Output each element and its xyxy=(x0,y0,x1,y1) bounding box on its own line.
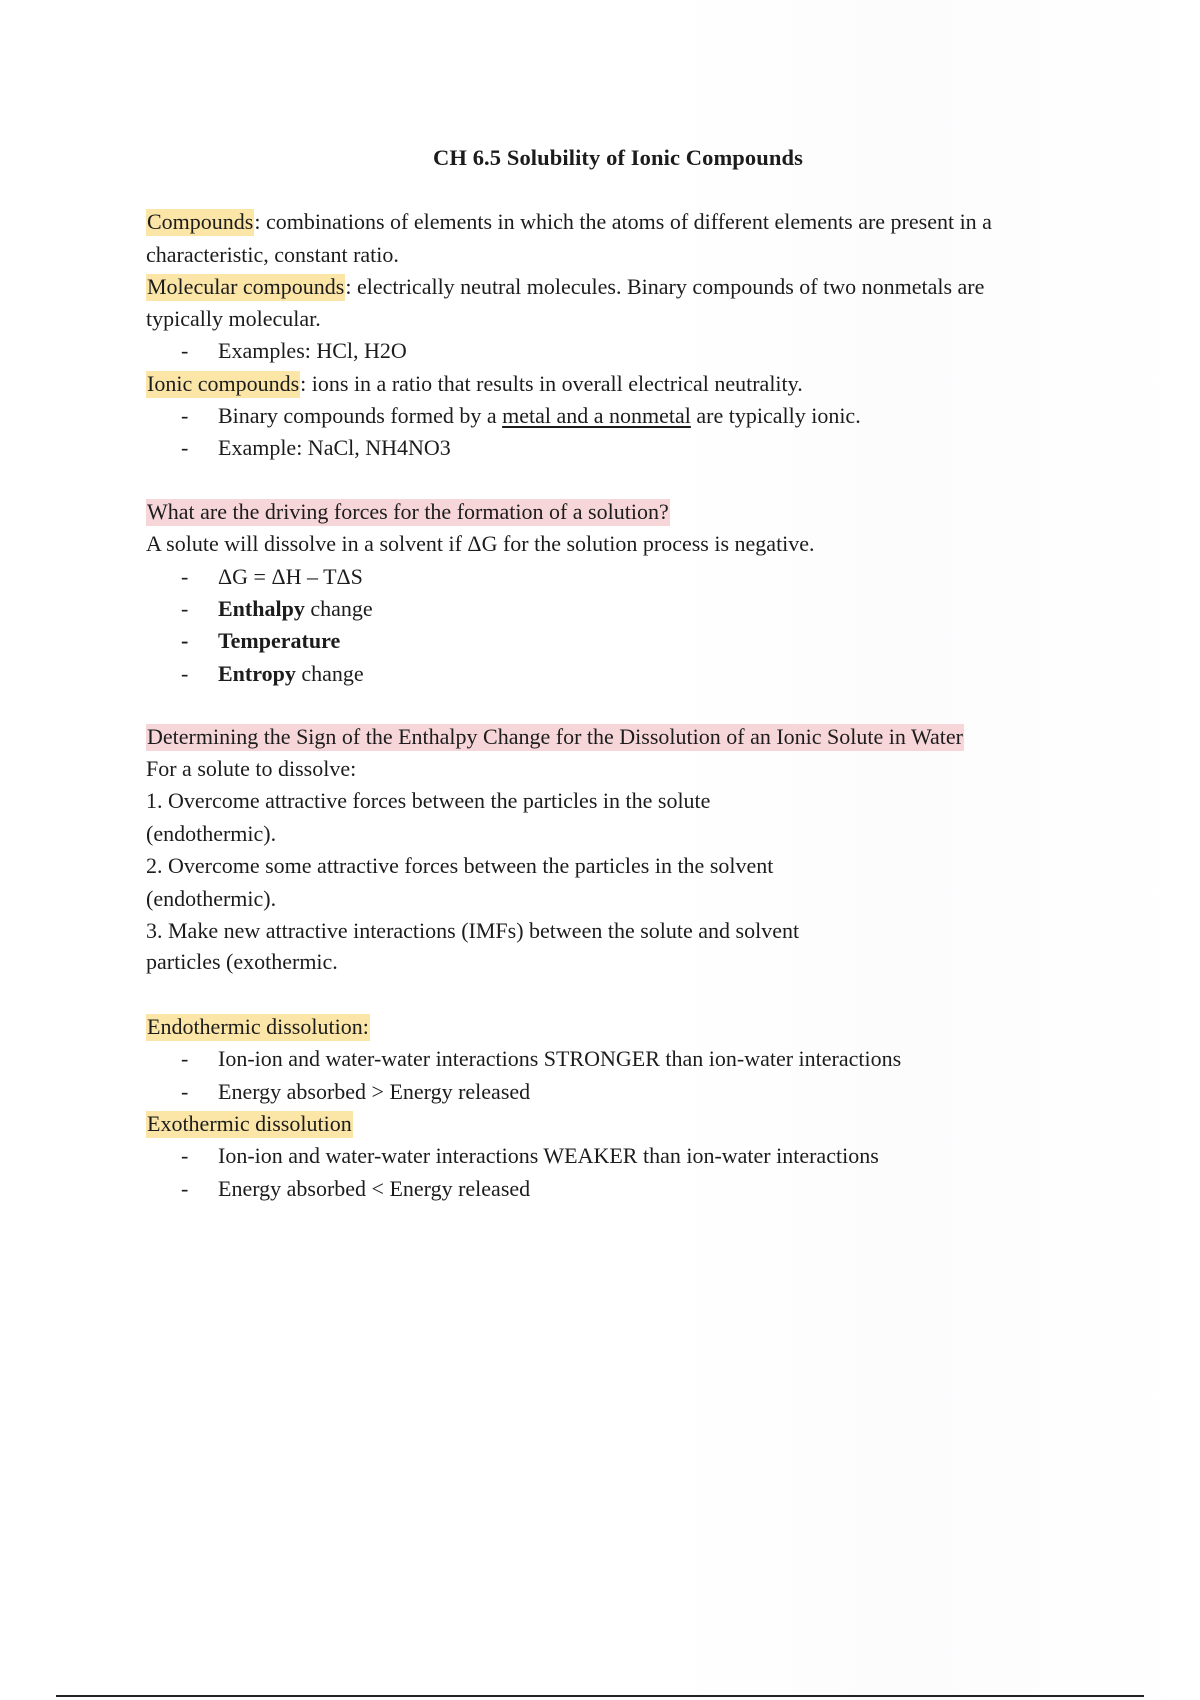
compounds-definition-line-1 xyxy=(146,207,992,237)
entropy-rest: change xyxy=(295,661,364,686)
endothermic-heading-text: Endothermic dissolution: xyxy=(147,1014,369,1039)
molecular-definition-line-1 xyxy=(146,272,984,302)
enthalpy-sign-heading-text: Determining the Sign of the Enthalpy Change for the Dissolution of an Ionic Solute in Water xyxy=(147,724,963,749)
bullet-dash: - xyxy=(181,435,189,460)
ionic-bullet-text-end: are typically ionic. xyxy=(690,403,861,428)
driving-forces-heading xyxy=(146,497,670,527)
ionic-bullet-binary xyxy=(218,401,861,431)
compounds-definition-line-2: characteristic, constant ratio. xyxy=(146,242,399,267)
bullet-dash: - xyxy=(181,1143,189,1168)
gibbs-equation: ΔG = ΔH – TΔS xyxy=(218,564,363,589)
entropy-term: Entropy xyxy=(218,661,296,686)
exothermic-bullet-1: Ion-ion and water-water interactions WEAKER than ion-water interactions xyxy=(218,1143,879,1168)
bullet-dash: - xyxy=(181,1079,189,1104)
page-title: CH 6.5 Solubility of Ionic Compounds xyxy=(433,145,803,170)
ionic-definition-line xyxy=(146,369,803,399)
enthalpy-rest: change xyxy=(304,596,373,621)
ionic-compounds-term: Ionic compounds xyxy=(147,371,300,396)
exothermic-heading-text: Exothermic dissolution xyxy=(147,1111,352,1136)
endothermic-bullet-1: Ion-ion and water-water interactions STRONGER than ion-water interactions xyxy=(218,1046,902,1071)
step-3-line-1: 3. Make new attractive interactions (IMFs) between the solute and solvent xyxy=(146,918,800,943)
bullet-dash: - xyxy=(181,596,189,621)
temperature-term: Temperature xyxy=(218,628,341,653)
bullet-dash: - xyxy=(181,403,189,428)
exothermic-heading xyxy=(146,1109,353,1139)
compounds-term: Compounds xyxy=(147,209,254,234)
endothermic-heading xyxy=(146,1012,370,1042)
bullet-dash: - xyxy=(181,338,189,363)
ionic-definition: : ions in a ratio that results in overall electrical neutrality. xyxy=(300,371,803,396)
driving-forces-intro: A solute will dissolve in a solvent if ΔG for the solution process is negative. xyxy=(146,531,815,556)
temperature-item xyxy=(218,626,340,656)
bullet-dash: - xyxy=(181,1176,189,1201)
enthalpy-sign-heading xyxy=(146,722,964,752)
bullet-dash: - xyxy=(181,661,189,686)
step-1-line-1: 1. Overcome attractive forces between the particles in the solute xyxy=(146,788,711,813)
enthalpy-term: Enthalpy xyxy=(218,596,305,621)
exothermic-bullet-2: Energy absorbed < Energy released xyxy=(218,1176,531,1201)
enthalpy-item xyxy=(218,594,373,624)
step-2-line-2: (endothermic). xyxy=(146,886,277,911)
footer-divider xyxy=(56,1695,1144,1697)
entropy-item xyxy=(218,659,364,689)
step-3-line-2: particles (exothermic. xyxy=(146,949,338,974)
step-1-line-2: (endothermic). xyxy=(146,821,277,846)
ionic-example: Example: NaCl, NH4NO3 xyxy=(218,435,451,460)
bullet-dash: - xyxy=(181,1046,189,1071)
molecular-definition: : electrically neutral molecules. Binary compounds of two nonmetals are xyxy=(345,274,985,299)
step-2-line-1: 2. Overcome some attractive forces between the particles in the solvent xyxy=(146,853,774,878)
molecular-example: Examples: HCl, H2O xyxy=(218,338,407,363)
ionic-bullet-text: Binary compounds formed by a xyxy=(218,403,503,428)
bullet-dash: - xyxy=(181,628,189,653)
underlined-metal-nonmetal: metal and a nonmetal xyxy=(502,403,691,428)
dissolve-intro: For a solute to dissolve: xyxy=(146,756,357,781)
compounds-definition: : combinations of elements in which the atoms of different elements are present in a xyxy=(254,209,992,234)
driving-forces-heading-text: What are the driving forces for the formation of a solution? xyxy=(147,499,669,524)
molecular-compounds-term: Molecular compounds xyxy=(147,274,345,299)
molecular-definition-line-2: typically molecular. xyxy=(146,306,321,331)
endothermic-bullet-2: Energy absorbed > Energy released xyxy=(218,1079,531,1104)
bullet-dash: - xyxy=(181,564,189,589)
